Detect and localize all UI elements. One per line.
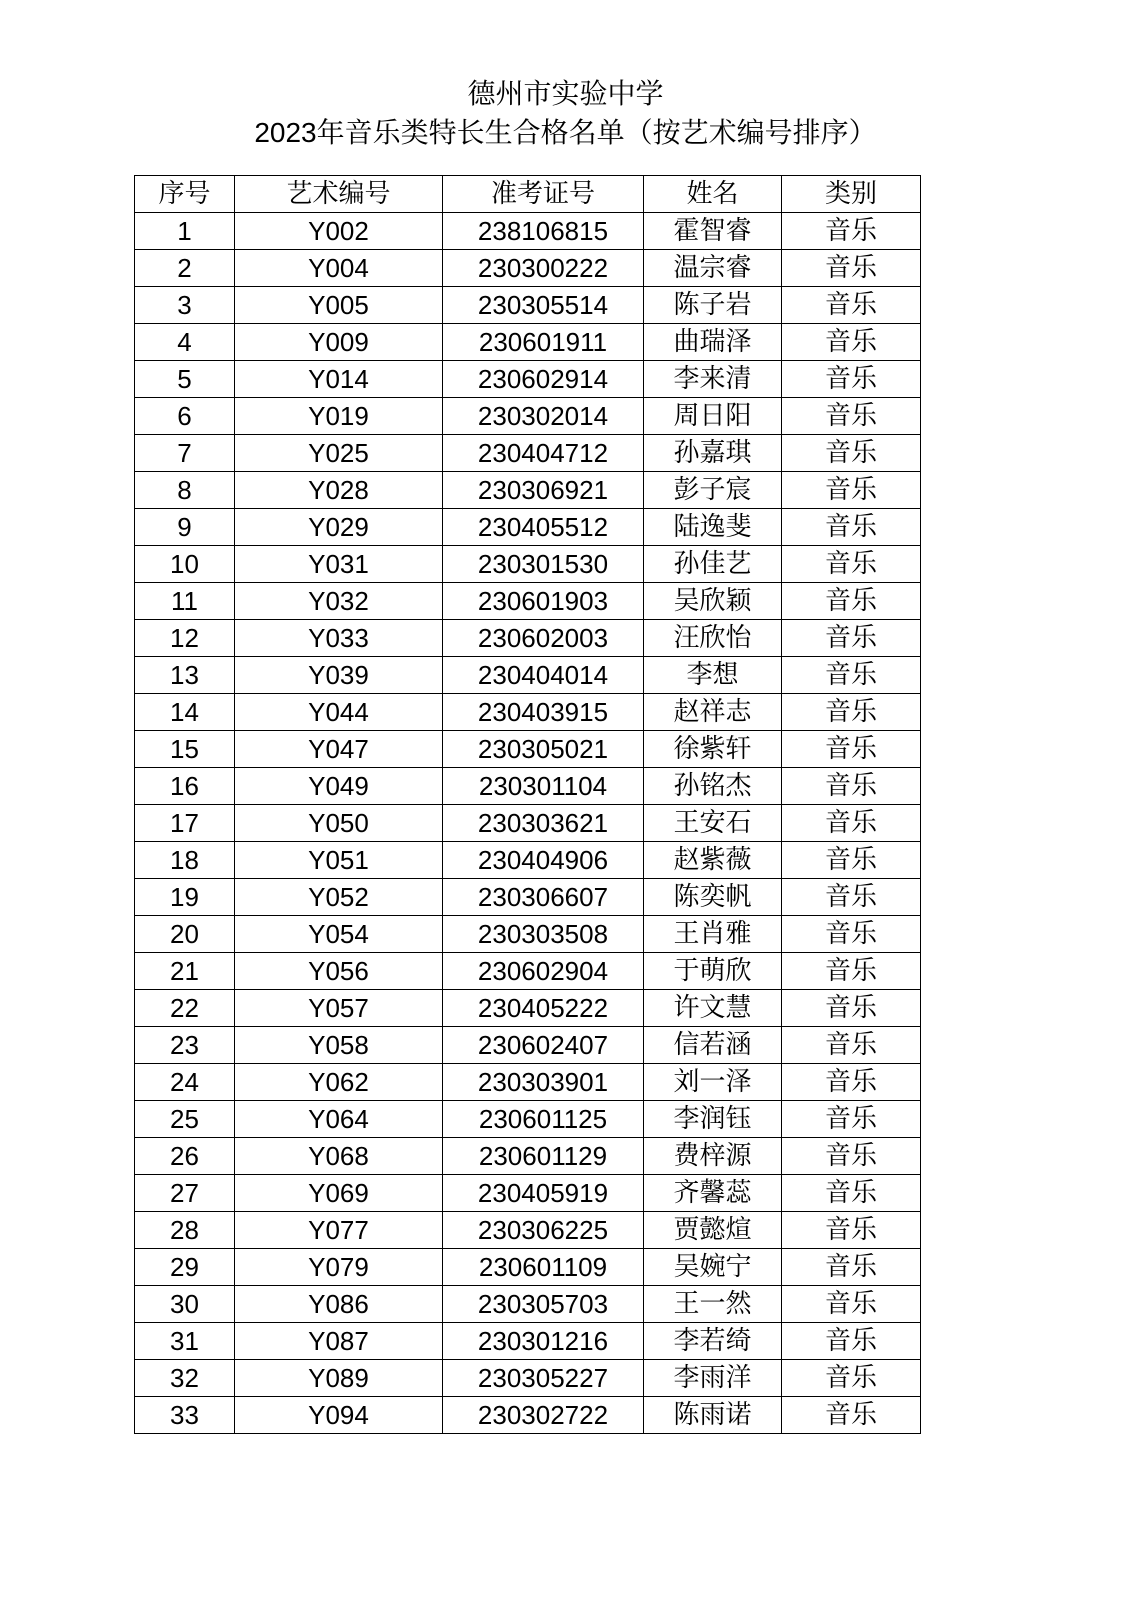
exam-id-cell: 230300222: [443, 250, 644, 287]
name-cell: 徐紫轩: [644, 731, 782, 768]
table-row: [135, 509, 921, 546]
serial-cell: 31: [135, 1323, 235, 1360]
art-id-cell: Y025: [235, 435, 443, 472]
name-cell: 李来清: [644, 361, 782, 398]
exam-id-cell: 230303508: [443, 916, 644, 953]
category-cell: 音乐: [782, 1138, 921, 1175]
serial-cell: 32: [135, 1360, 235, 1397]
art-id-cell: Y068: [235, 1138, 443, 1175]
category-cell: 音乐: [782, 805, 921, 842]
category-cell: 音乐: [782, 1249, 921, 1286]
name-cell: 赵祥志: [644, 694, 782, 731]
table-row: [135, 916, 921, 953]
category-cell: 音乐: [782, 657, 921, 694]
name-cell: 赵紫薇: [644, 842, 782, 879]
exam-id-cell: 230305021: [443, 731, 644, 768]
serial-cell: 1: [135, 213, 235, 250]
category-cell: 音乐: [782, 472, 921, 509]
table-row: [135, 657, 921, 694]
art-id-cell: Y047: [235, 731, 443, 768]
exam-id-cell: 230602407: [443, 1027, 644, 1064]
art-id-cell: Y057: [235, 990, 443, 1027]
table-row: [135, 1323, 921, 1360]
table-row: [135, 953, 921, 990]
exam-id-cell: 230403915: [443, 694, 644, 731]
name-cell: 信若涵: [644, 1027, 782, 1064]
serial-cell: 25: [135, 1101, 235, 1138]
category-cell: 音乐: [782, 953, 921, 990]
serial-cell: 23: [135, 1027, 235, 1064]
school-title: 德州市实验中学: [467, 77, 664, 110]
category-cell: 音乐: [782, 583, 921, 620]
serial-cell: 26: [135, 1138, 235, 1175]
name-cell: 王安石: [644, 805, 782, 842]
subtitle-text: 年音乐类特长生合格名单（按艺术编号排序）: [316, 116, 877, 149]
exam-id-cell: 230306607: [443, 879, 644, 916]
name-cell: 霍智睿: [644, 213, 782, 250]
table-row: [135, 324, 921, 361]
name-cell: 王一然: [644, 1286, 782, 1323]
art-id-cell: Y051: [235, 842, 443, 879]
serial-cell: 19: [135, 879, 235, 916]
category-cell: 音乐: [782, 1101, 921, 1138]
table-row: [135, 879, 921, 916]
name-cell: 于萌欣: [644, 953, 782, 990]
category-cell: 音乐: [782, 1360, 921, 1397]
art-id-cell: Y002: [235, 213, 443, 250]
exam-id-cell: 230301216: [443, 1323, 644, 1360]
serial-cell: 9: [135, 509, 235, 546]
art-id-cell: Y094: [235, 1397, 443, 1434]
category-cell: 音乐: [782, 1286, 921, 1323]
art-id-cell: Y014: [235, 361, 443, 398]
art-id-cell: Y032: [235, 583, 443, 620]
name-cell: 李润钰: [644, 1101, 782, 1138]
serial-cell: 33: [135, 1397, 235, 1434]
art-id-cell: Y086: [235, 1286, 443, 1323]
exam-id-cell: 230302722: [443, 1397, 644, 1434]
category-cell: 音乐: [782, 842, 921, 879]
art-id-cell: Y050: [235, 805, 443, 842]
name-cell: 曲瑞泽: [644, 324, 782, 361]
category-cell: 音乐: [782, 731, 921, 768]
category-cell: 音乐: [782, 1175, 921, 1212]
art-id-cell: Y069: [235, 1175, 443, 1212]
art-id-cell: Y062: [235, 1064, 443, 1101]
serial-cell: 8: [135, 472, 235, 509]
table-row: [135, 583, 921, 620]
exam-id-cell: 230305227: [443, 1360, 644, 1397]
table-row: [135, 1138, 921, 1175]
serial-cell: 15: [135, 731, 235, 768]
table-row: [135, 213, 921, 250]
serial-cell: 27: [135, 1175, 235, 1212]
art-id-cell: Y009: [235, 324, 443, 361]
category-cell: 音乐: [782, 213, 921, 250]
art-id-cell: Y064: [235, 1101, 443, 1138]
exam-id-cell: 238106815: [443, 213, 644, 250]
serial-cell: 21: [135, 953, 235, 990]
name-cell: 李雨洋: [644, 1360, 782, 1397]
exam-id-cell: 230602904: [443, 953, 644, 990]
art-id-cell: Y052: [235, 879, 443, 916]
table-row: [135, 398, 921, 435]
serial-cell: 24: [135, 1064, 235, 1101]
exam-id-cell: 230404014: [443, 657, 644, 694]
art-id-cell: Y079: [235, 1249, 443, 1286]
category-cell: 音乐: [782, 509, 921, 546]
exam-id-cell: 230303621: [443, 805, 644, 842]
table-row: [135, 1212, 921, 1249]
name-cell: 李想: [644, 657, 782, 694]
table-row: [135, 1101, 921, 1138]
exam-id-cell: 230601125: [443, 1101, 644, 1138]
category-cell: 音乐: [782, 398, 921, 435]
exam-id-cell: 230602914: [443, 361, 644, 398]
serial-cell: 20: [135, 916, 235, 953]
art-id-cell: Y087: [235, 1323, 443, 1360]
serial-cell: 14: [135, 694, 235, 731]
table-row: [135, 620, 921, 657]
category-cell: 音乐: [782, 768, 921, 805]
art-id-cell: Y005: [235, 287, 443, 324]
name-cell: 王肖雅: [644, 916, 782, 953]
qualified-students-table: [134, 175, 921, 1434]
exam-id-cell: 230404712: [443, 435, 644, 472]
serial-cell: 7: [135, 435, 235, 472]
subtitle-year: 2023: [254, 117, 317, 148]
table-row: [135, 768, 921, 805]
table-row: [135, 1064, 921, 1101]
exam-id-cell: 230305514: [443, 287, 644, 324]
exam-id-cell: 230602003: [443, 620, 644, 657]
header-name: 姓名: [644, 176, 782, 213]
table-row: [135, 1286, 921, 1323]
table-row: [135, 1027, 921, 1064]
exam-id-cell: 230303901: [443, 1064, 644, 1101]
serial-cell: 10: [135, 546, 235, 583]
art-id-cell: Y039: [235, 657, 443, 694]
name-cell: 温宗睿: [644, 250, 782, 287]
exam-id-cell: 230302014: [443, 398, 644, 435]
table-row: [135, 990, 921, 1027]
header-exam-id: 准考证号: [443, 176, 644, 213]
art-id-cell: Y077: [235, 1212, 443, 1249]
name-cell: 孙嘉琪: [644, 435, 782, 472]
table-row: [135, 731, 921, 768]
exam-id-cell: 230405222: [443, 990, 644, 1027]
serial-cell: 4: [135, 324, 235, 361]
serial-cell: 13: [135, 657, 235, 694]
exam-id-cell: 230405919: [443, 1175, 644, 1212]
name-cell: 陈子岩: [644, 287, 782, 324]
table-row: [135, 435, 921, 472]
name-cell: 费梓源: [644, 1138, 782, 1175]
category-cell: 音乐: [782, 1323, 921, 1360]
name-cell: 陈奕帆: [644, 879, 782, 916]
category-cell: 音乐: [782, 250, 921, 287]
name-cell: 吴婉宁: [644, 1249, 782, 1286]
exam-id-cell: 230405512: [443, 509, 644, 546]
art-id-cell: Y054: [235, 916, 443, 953]
serial-cell: 3: [135, 287, 235, 324]
name-cell: 孙铭杰: [644, 768, 782, 805]
serial-cell: 16: [135, 768, 235, 805]
category-cell: 音乐: [782, 990, 921, 1027]
exam-id-cell: 230301104: [443, 768, 644, 805]
table-row: [135, 287, 921, 324]
serial-cell: 2: [135, 250, 235, 287]
serial-cell: 18: [135, 842, 235, 879]
table-row: [135, 361, 921, 398]
exam-id-cell: 230601109: [443, 1249, 644, 1286]
exam-id-cell: 230301530: [443, 546, 644, 583]
serial-cell: 5: [135, 361, 235, 398]
art-id-cell: Y058: [235, 1027, 443, 1064]
art-id-cell: Y056: [235, 953, 443, 990]
name-cell: 李若绮: [644, 1323, 782, 1360]
category-cell: 音乐: [782, 1027, 921, 1064]
category-cell: 音乐: [782, 435, 921, 472]
header-category: 类别: [782, 176, 921, 213]
name-cell: 许文慧: [644, 990, 782, 1027]
art-id-cell: Y019: [235, 398, 443, 435]
art-id-cell: Y044: [235, 694, 443, 731]
list-subtitle: [0, 115, 1131, 151]
table-row: [135, 805, 921, 842]
serial-cell: 29: [135, 1249, 235, 1286]
name-cell: 陈雨诺: [644, 1397, 782, 1434]
exam-id-cell: 230601911: [443, 324, 644, 361]
table-row: [135, 546, 921, 583]
category-cell: 音乐: [782, 1397, 921, 1434]
table-row: [135, 842, 921, 879]
art-id-cell: Y028: [235, 472, 443, 509]
name-cell: 陆逸斐: [644, 509, 782, 546]
name-cell: 孙佳艺: [644, 546, 782, 583]
art-id-cell: Y033: [235, 620, 443, 657]
serial-cell: 11: [135, 583, 235, 620]
exam-id-cell: 230404906: [443, 842, 644, 879]
table-row: [135, 472, 921, 509]
exam-id-cell: 230306225: [443, 1212, 644, 1249]
category-cell: 音乐: [782, 620, 921, 657]
category-cell: 音乐: [782, 879, 921, 916]
category-cell: 音乐: [782, 361, 921, 398]
table-header-row: [135, 176, 921, 213]
category-cell: 音乐: [782, 1212, 921, 1249]
table-row: [135, 1397, 921, 1434]
exam-id-cell: 230306921: [443, 472, 644, 509]
header-serial: 序号: [135, 176, 235, 213]
serial-cell: 22: [135, 990, 235, 1027]
table-row: [135, 1175, 921, 1212]
exam-id-cell: 230601903: [443, 583, 644, 620]
table-row: [135, 1249, 921, 1286]
category-cell: 音乐: [782, 324, 921, 361]
exam-id-cell: 230305703: [443, 1286, 644, 1323]
table-row: [135, 1360, 921, 1397]
header-art-id: 艺术编号: [235, 176, 443, 213]
category-cell: 音乐: [782, 1064, 921, 1101]
category-cell: 音乐: [782, 694, 921, 731]
serial-cell: 30: [135, 1286, 235, 1323]
name-cell: 周日阳: [644, 398, 782, 435]
category-cell: 音乐: [782, 916, 921, 953]
category-cell: 音乐: [782, 546, 921, 583]
serial-cell: 12: [135, 620, 235, 657]
table-body: [135, 213, 921, 1434]
name-cell: 齐馨蕊: [644, 1175, 782, 1212]
serial-cell: 6: [135, 398, 235, 435]
category-cell: 音乐: [782, 287, 921, 324]
name-cell: 贾懿煊: [644, 1212, 782, 1249]
name-cell: 刘一泽: [644, 1064, 782, 1101]
name-cell: 彭子宸: [644, 472, 782, 509]
art-id-cell: Y029: [235, 509, 443, 546]
art-id-cell: Y049: [235, 768, 443, 805]
exam-id-cell: 230601129: [443, 1138, 644, 1175]
table-row: [135, 694, 921, 731]
art-id-cell: Y004: [235, 250, 443, 287]
name-cell: 吴欣颖: [644, 583, 782, 620]
table-row: [135, 250, 921, 287]
serial-cell: 17: [135, 805, 235, 842]
art-id-cell: Y089: [235, 1360, 443, 1397]
art-id-cell: Y031: [235, 546, 443, 583]
serial-cell: 28: [135, 1212, 235, 1249]
name-cell: 汪欣怡: [644, 620, 782, 657]
